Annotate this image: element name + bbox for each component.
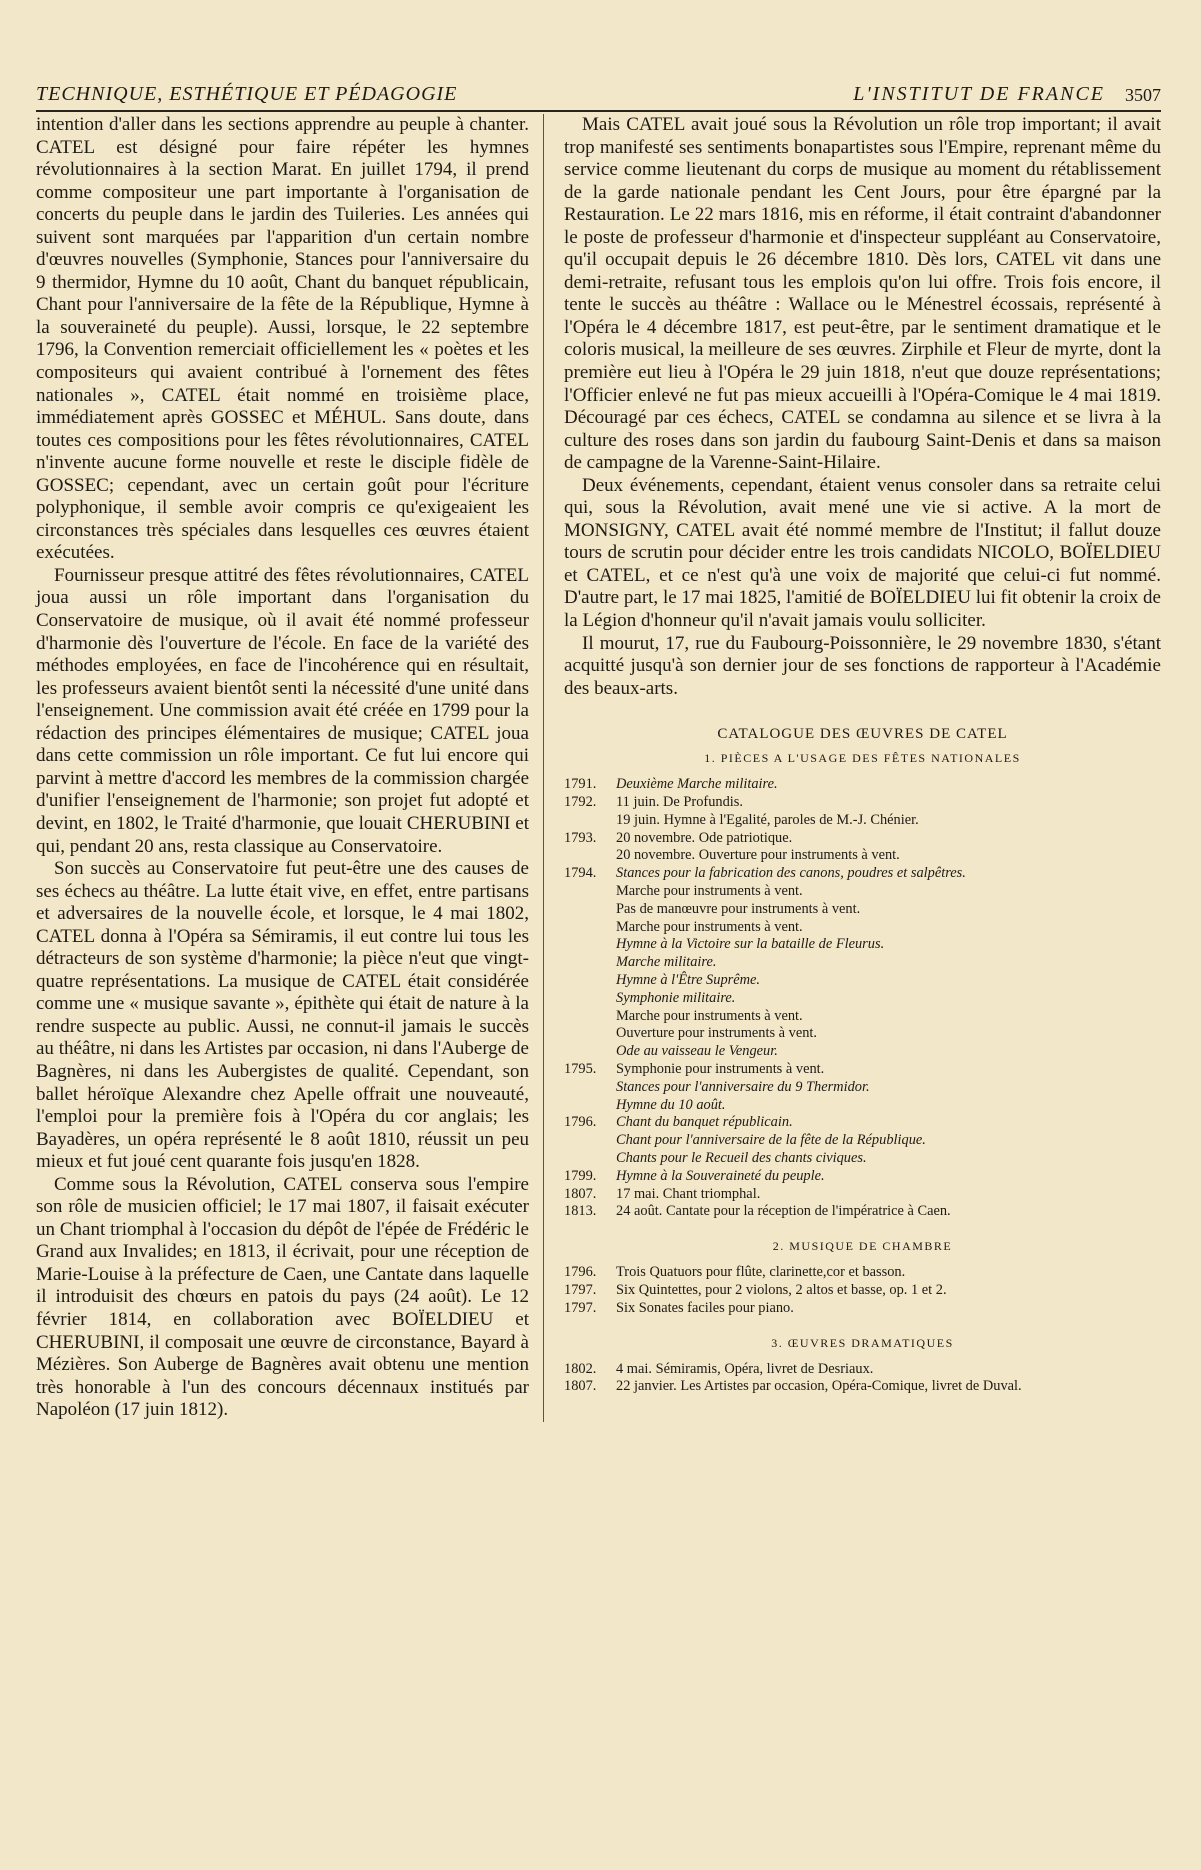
left-column xyxy=(36,114,544,1422)
paragraph: Il mourut, 17, rue du Faubourg-Poissonnière, le 29 novembre 1830, s'étant acquitté jusqu'à son dernier jour de ses fonctions de rapporteur à l'Académie des beaux-arts. xyxy=(564,632,1161,699)
catalogue-list xyxy=(564,1361,1161,1397)
catalogue-entry xyxy=(564,1264,1161,1282)
catalogue-entry xyxy=(564,1186,1161,1204)
catalogue-entry xyxy=(564,1378,1161,1396)
entry-text: Trois Quatuors pour flûte, clarinette,cor et basson. xyxy=(616,1264,906,1281)
header-left: TECHNIQUE, ESTHÉTIQUE ET PÉDAGOGIE xyxy=(36,83,458,105)
entry-text: Hymne du 10 août. xyxy=(616,1096,726,1113)
entry-text: Chant pour l'anniversaire de la fête de la République. xyxy=(616,1132,926,1149)
paragraph: Deux événements, cependant, étaient venus consoler dans sa retraite celui qui, sous la Révolution, avait mené une vie si active. A la mort de MONSIGNY, CATEL avait été nommé membre de l'Institut; il fallut douze tours de scrutin pour décider entre les trois candidats NICOLO, BOÏELDIEU et CATEL, et ce n'est qu'à une voix de majorité que celui-ci fut nommé. D'autre part, le 17 mai 1825, l'amitié de BOÏELDIEU lui fit obtenir la croix de la Légion d'honneur qu'il n'avait jamais voulu solliciter. xyxy=(564,474,1161,632)
entry-year xyxy=(564,972,616,990)
catalogue-entry xyxy=(564,1168,1161,1186)
entry-text: Deuxième Marche militaire. xyxy=(616,776,778,793)
catalogue-list xyxy=(564,776,1161,1221)
text-columns xyxy=(36,114,1161,1422)
catalogue-entry xyxy=(564,830,1161,848)
entry-year xyxy=(564,883,616,901)
entry-year xyxy=(564,990,616,1008)
entry-year xyxy=(564,936,616,954)
entry-year xyxy=(564,1150,616,1168)
catalogue-entry xyxy=(564,990,1161,1008)
running-header xyxy=(36,76,1161,112)
catalogue-entry xyxy=(564,954,1161,972)
catalogue-title: CATALOGUE DES ŒUVRES DE CATEL xyxy=(717,726,1008,743)
entry-text: Ouverture pour instruments à vent. xyxy=(616,1025,818,1042)
entry-text: Hymne à la Souveraineté du peuple. xyxy=(616,1167,825,1184)
entry-text: Stances pour l'anniversaire du 9 Thermidor. xyxy=(616,1078,870,1095)
catalogue-section-heading: 2. MUSIQUE DE CHAMBRE xyxy=(772,1239,953,1254)
entry-year xyxy=(564,919,616,937)
entry-text: 24 août. Cantate pour la réception de l'impératrice à Caen. xyxy=(616,1203,951,1220)
entry-year xyxy=(564,901,616,919)
entry-text: Chant du banquet républicain. xyxy=(616,1114,793,1131)
entry-text: Marche militaire. xyxy=(616,954,717,971)
catalogue-entry xyxy=(564,972,1161,990)
entry-year: 1791. xyxy=(564,776,597,793)
catalogue-entry xyxy=(564,847,1161,865)
catalogue-entry xyxy=(564,794,1161,812)
catalogue-section-heading: 1. PIÈCES A L'USAGE DES FÊTES NATIONALES xyxy=(704,751,1021,766)
entry-text: 20 novembre. Ode patriotique. xyxy=(616,829,793,846)
entry-year: 1793. xyxy=(564,829,597,846)
entry-text: Chants pour le Recueil des chants civiques. xyxy=(616,1149,867,1166)
entry-text: 4 mai. Sémiramis, Opéra, livret de Desriaux. xyxy=(616,1360,874,1377)
entry-year xyxy=(564,1025,616,1043)
entry-year: 1813. xyxy=(564,1203,597,1220)
entry-year: 1797. xyxy=(564,1299,597,1316)
catalogue-entry xyxy=(564,865,1161,883)
entry-text: 19 juin. Hymne à l'Egalité, paroles de M.-J. Chénier. xyxy=(616,811,919,828)
catalogue-entry xyxy=(564,1114,1161,1132)
paragraph: Mais CATEL avait joué sous la Révolution un rôle trop important; il avait trop manifesté ses sentiments bonapartistes sous l'Empire, reprenant même du service comme lieutenant du corps de musique au moment du rétablissement de la garde nationale pendant les Cent Jours, pour être épargné par la Restauration. Le 22 mars 1816, mis en réforme, il était contraint d'abandonner le poste de professeur d'harmonie et d'inspecteur suppléant au Conservatoire, qu'il occupait depuis le 26 décembre 1810. Dès lors, CATEL vit dans une demi-retraite, refusant tous les emplois qu'on lui offre. Trois fois encore, il tente le succès au théâtre : Wallace ou le Ménestrel écossais, représenté à l'Opéra le 4 décembre 1817, est peut-être, par le sentiment dramatique et le coloris musical, la meilleure de ses œuvres. Zirphile et Fleur de myrte, dont la première eut lieu à l'Opéra le 29 juin 1818, n'eut que douze représentations; l'Officier enlevé ne fut pas mieux accueilli à l'Opéra-Comique le 4 mai 1819. Découragé par ces échecs, CATEL se condamna au silence et se livra à la culture des roses dans son jardin du faubourg Saint-Denis et dans sa maison de campagne de la Varenne-Saint-Hilaire. xyxy=(564,114,1161,474)
entry-text: Hymne à la Victoire sur la bataille de Fleurus. xyxy=(616,936,885,953)
catalogue-entry xyxy=(564,883,1161,901)
catalogue-entry xyxy=(564,1008,1161,1026)
catalogue-entry xyxy=(564,936,1161,954)
entry-text: 11 juin. De Profundis. xyxy=(616,794,743,811)
catalogue-entry xyxy=(564,1043,1161,1061)
catalogue-entry xyxy=(564,1203,1161,1221)
page-number: 3507 xyxy=(1125,85,1161,105)
entry-year: 1797. xyxy=(564,1281,597,1298)
catalogue-section-heading: 3. ŒUVRES DRAMATIQUES xyxy=(771,1335,954,1350)
entry-year xyxy=(564,1132,616,1150)
catalogue-section xyxy=(564,1336,1161,1397)
entry-year: 1799. xyxy=(564,1167,597,1184)
entry-year xyxy=(564,1097,616,1115)
paragraph: Comme sous la Révolution, CATEL conserva sous l'empire son rôle de musicien officiel; le 17 mai 1807, il faisait exécuter un Chant triomphal à l'occasion du dépôt de l'épée de Frédéric le Grand aux Invalides; en 1813, il écrivait, pour une réception de Marie-Louise à la préfecture de Caen, une Cantate dans laquelle il introduisit des chœurs en patois du pays (24 août). Le 12 février 1814, en collaboration avec BOÏELDIEU et CHERUBINI, il composait une œuvre de circonstance, Bayard à Mézières. Son Auberge de Bagnères avait obtenu une mention très honorable à l'un des concours décennaux institués par Napoléon (17 juin 1812). xyxy=(36,1173,529,1421)
entry-text: Symphonie pour instruments à vent. xyxy=(616,1060,825,1077)
entry-text: 20 novembre. Ouverture pour instruments à vent. xyxy=(616,847,900,864)
entry-year: 1794. xyxy=(564,865,597,882)
entry-text: Hymne à l'Être Suprême. xyxy=(616,971,761,988)
entry-year xyxy=(564,847,616,865)
entry-year: 1796. xyxy=(564,1114,597,1131)
entry-text: Marche pour instruments à vent. xyxy=(616,883,803,899)
catalogue-entry xyxy=(564,1300,1161,1318)
entry-text: Marche pour instruments à vent. xyxy=(616,918,803,935)
catalogue-entry xyxy=(564,1097,1161,1115)
catalogue-entry xyxy=(564,919,1161,937)
catalogue-entry xyxy=(564,1061,1161,1079)
entry-text: Stances pour la fabrication des canons, poudres et salpêtres. xyxy=(616,865,966,882)
catalogue-entry xyxy=(564,1025,1161,1043)
entry-year: 1807. xyxy=(564,1378,597,1395)
entry-year xyxy=(564,812,616,830)
entry-text: Pas de manœuvre pour instruments à vent. xyxy=(616,900,861,917)
entry-year xyxy=(564,1079,616,1097)
entry-year: 1807. xyxy=(564,1185,597,1202)
entry-text: 22 janvier. Les Artistes par occasion, Opéra-Comique, livret de Duval. xyxy=(616,1378,1022,1395)
catalogue-entry xyxy=(564,812,1161,830)
catalogue-entry xyxy=(564,901,1161,919)
catalogue-entry xyxy=(564,1282,1161,1300)
entry-year: 1792. xyxy=(564,794,597,811)
entry-text: Symphonie militaire. xyxy=(616,989,736,1006)
entry-year xyxy=(564,1008,616,1026)
catalogue-entry xyxy=(564,1132,1161,1150)
catalogue-section xyxy=(564,751,1161,1221)
header-right: L'INSTITUT DE FRANCE xyxy=(853,83,1105,105)
entry-text: Six Quintettes, pour 2 violons, 2 altos et basse, op. 1 et 2. xyxy=(616,1281,947,1298)
entry-year: 1796. xyxy=(564,1264,597,1281)
entry-year xyxy=(564,954,616,972)
entry-year: 1795. xyxy=(564,1060,597,1077)
entry-year: 1802. xyxy=(564,1360,597,1377)
entry-year xyxy=(564,1043,616,1061)
paragraph: intention d'aller dans les sections apprendre au peuple à chanter. CATEL est désigné pour faire répéter les hymnes révolutionnaires à la section Marat. En juillet 1794, il prend comme compositeur une part importante à l'organisation de concerts du peuple dans le jardin des Tuileries. Les années qui suivent sont marquées par l'apparition d'un certain nombre d'œuvres nouvelles (Symphonie, Stances pour l'anniversaire du 9 thermidor, Hymne du 10 août, Chant du banquet républicain, Chant pour l'anniversaire de la fête de la République, Hymne à la souveraineté du peuple). Aussi, lorsque, le 22 septembre 1796, la Convention remerciait officiellement les « poètes et les compositeurs qui avaient contribué à l'ornement des fêtes nationales », CATEL était nommé en troisième place, immédiatement après GOSSEC et MÉHUL. Sans doute, dans toutes ces compositions pour les fêtes révolutionnaires, CATEL n'invente aucune forme nouvelle et reste le disciple fidèle de GOSSEC; cependant, avec un certain goût pour l'écriture polyphonique, il semble avoir compris ce qu'exigeaient les circonstances très spéciales dans lesquelles ces œuvres étaient exécutées. xyxy=(36,114,529,564)
entry-text: 17 mai. Chant triomphal. xyxy=(616,1185,761,1202)
paragraph: Son succès au Conservatoire fut peut-être une des causes de ses échecs au théâtre. La lutte était vive, en effet, entre partisans et adversaires de la nouvelle école, et lorsque, le 4 mai 1802, CATEL donna à l'Opéra sa Sémiramis, il eut contre lui tous les détracteurs de son système d'harmonie; la pièce n'eut que vingt-quatre représentations. La musique de CATEL était considérée comme une « musique savante », épithète qui était de nature à la rendre suspecte au public. Aussi, ne connut-il jamais le succès au théâtre, ni dans les Artistes par occasion, ni dans l'Auberge de Bagnères, ni dans les Aubergistes de qualité. Cependant, son ballet héroïque Alexandre chez Apelle offrait une nouveauté, l'emploi pour la première fois à l'Opéra du cor anglais; les Bayadères, un opéra représenté le 8 août 1810, réussit un peu mieux et fut joué cent quarante fois jusqu'en 1828. xyxy=(36,858,529,1173)
catalogue-entry xyxy=(564,1079,1161,1097)
entry-text: Marche pour instruments à vent. xyxy=(616,1007,803,1024)
right-column xyxy=(544,114,1161,1422)
catalogue-entry xyxy=(564,1150,1161,1168)
entry-text: Six Sonates faciles pour piano. xyxy=(616,1299,794,1316)
catalogue-entry xyxy=(564,776,1161,794)
paragraph: Fournisseur presque attitré des fêtes révolutionnaires, CATEL joua aussi un rôle important dans l'organisation du Conservatoire de musique, où il avait été nommé professeur d'harmonie dès l'ouverture de l'école. En face de la variété des méthodes employées, en face de l'incohérence qui en résultait, les professeurs avaient bientôt senti la nécessité d'une unité dans l'enseignement. Une commission avait été créée en 1799 pour la rédaction des principes élémentaires de musique; CATEL joua dans cette commission un rôle important. Ce fut lui encore qui parvint à mettre d'accord les membres de la commission chargée d'unifier l'enseignement de l'harmonie; son projet fut adopté et devint, en 1802, le Traité d'harmonie, que louait CHERUBINI et qui, pendant 20 ans, resta classique au Conservatoire. xyxy=(36,564,529,857)
catalogue-list xyxy=(564,1264,1161,1317)
catalogue-section xyxy=(564,1239,1161,1317)
entry-text: Ode au vaisseau le Vengeur. xyxy=(616,1043,778,1060)
catalogue-entry xyxy=(564,1361,1161,1379)
